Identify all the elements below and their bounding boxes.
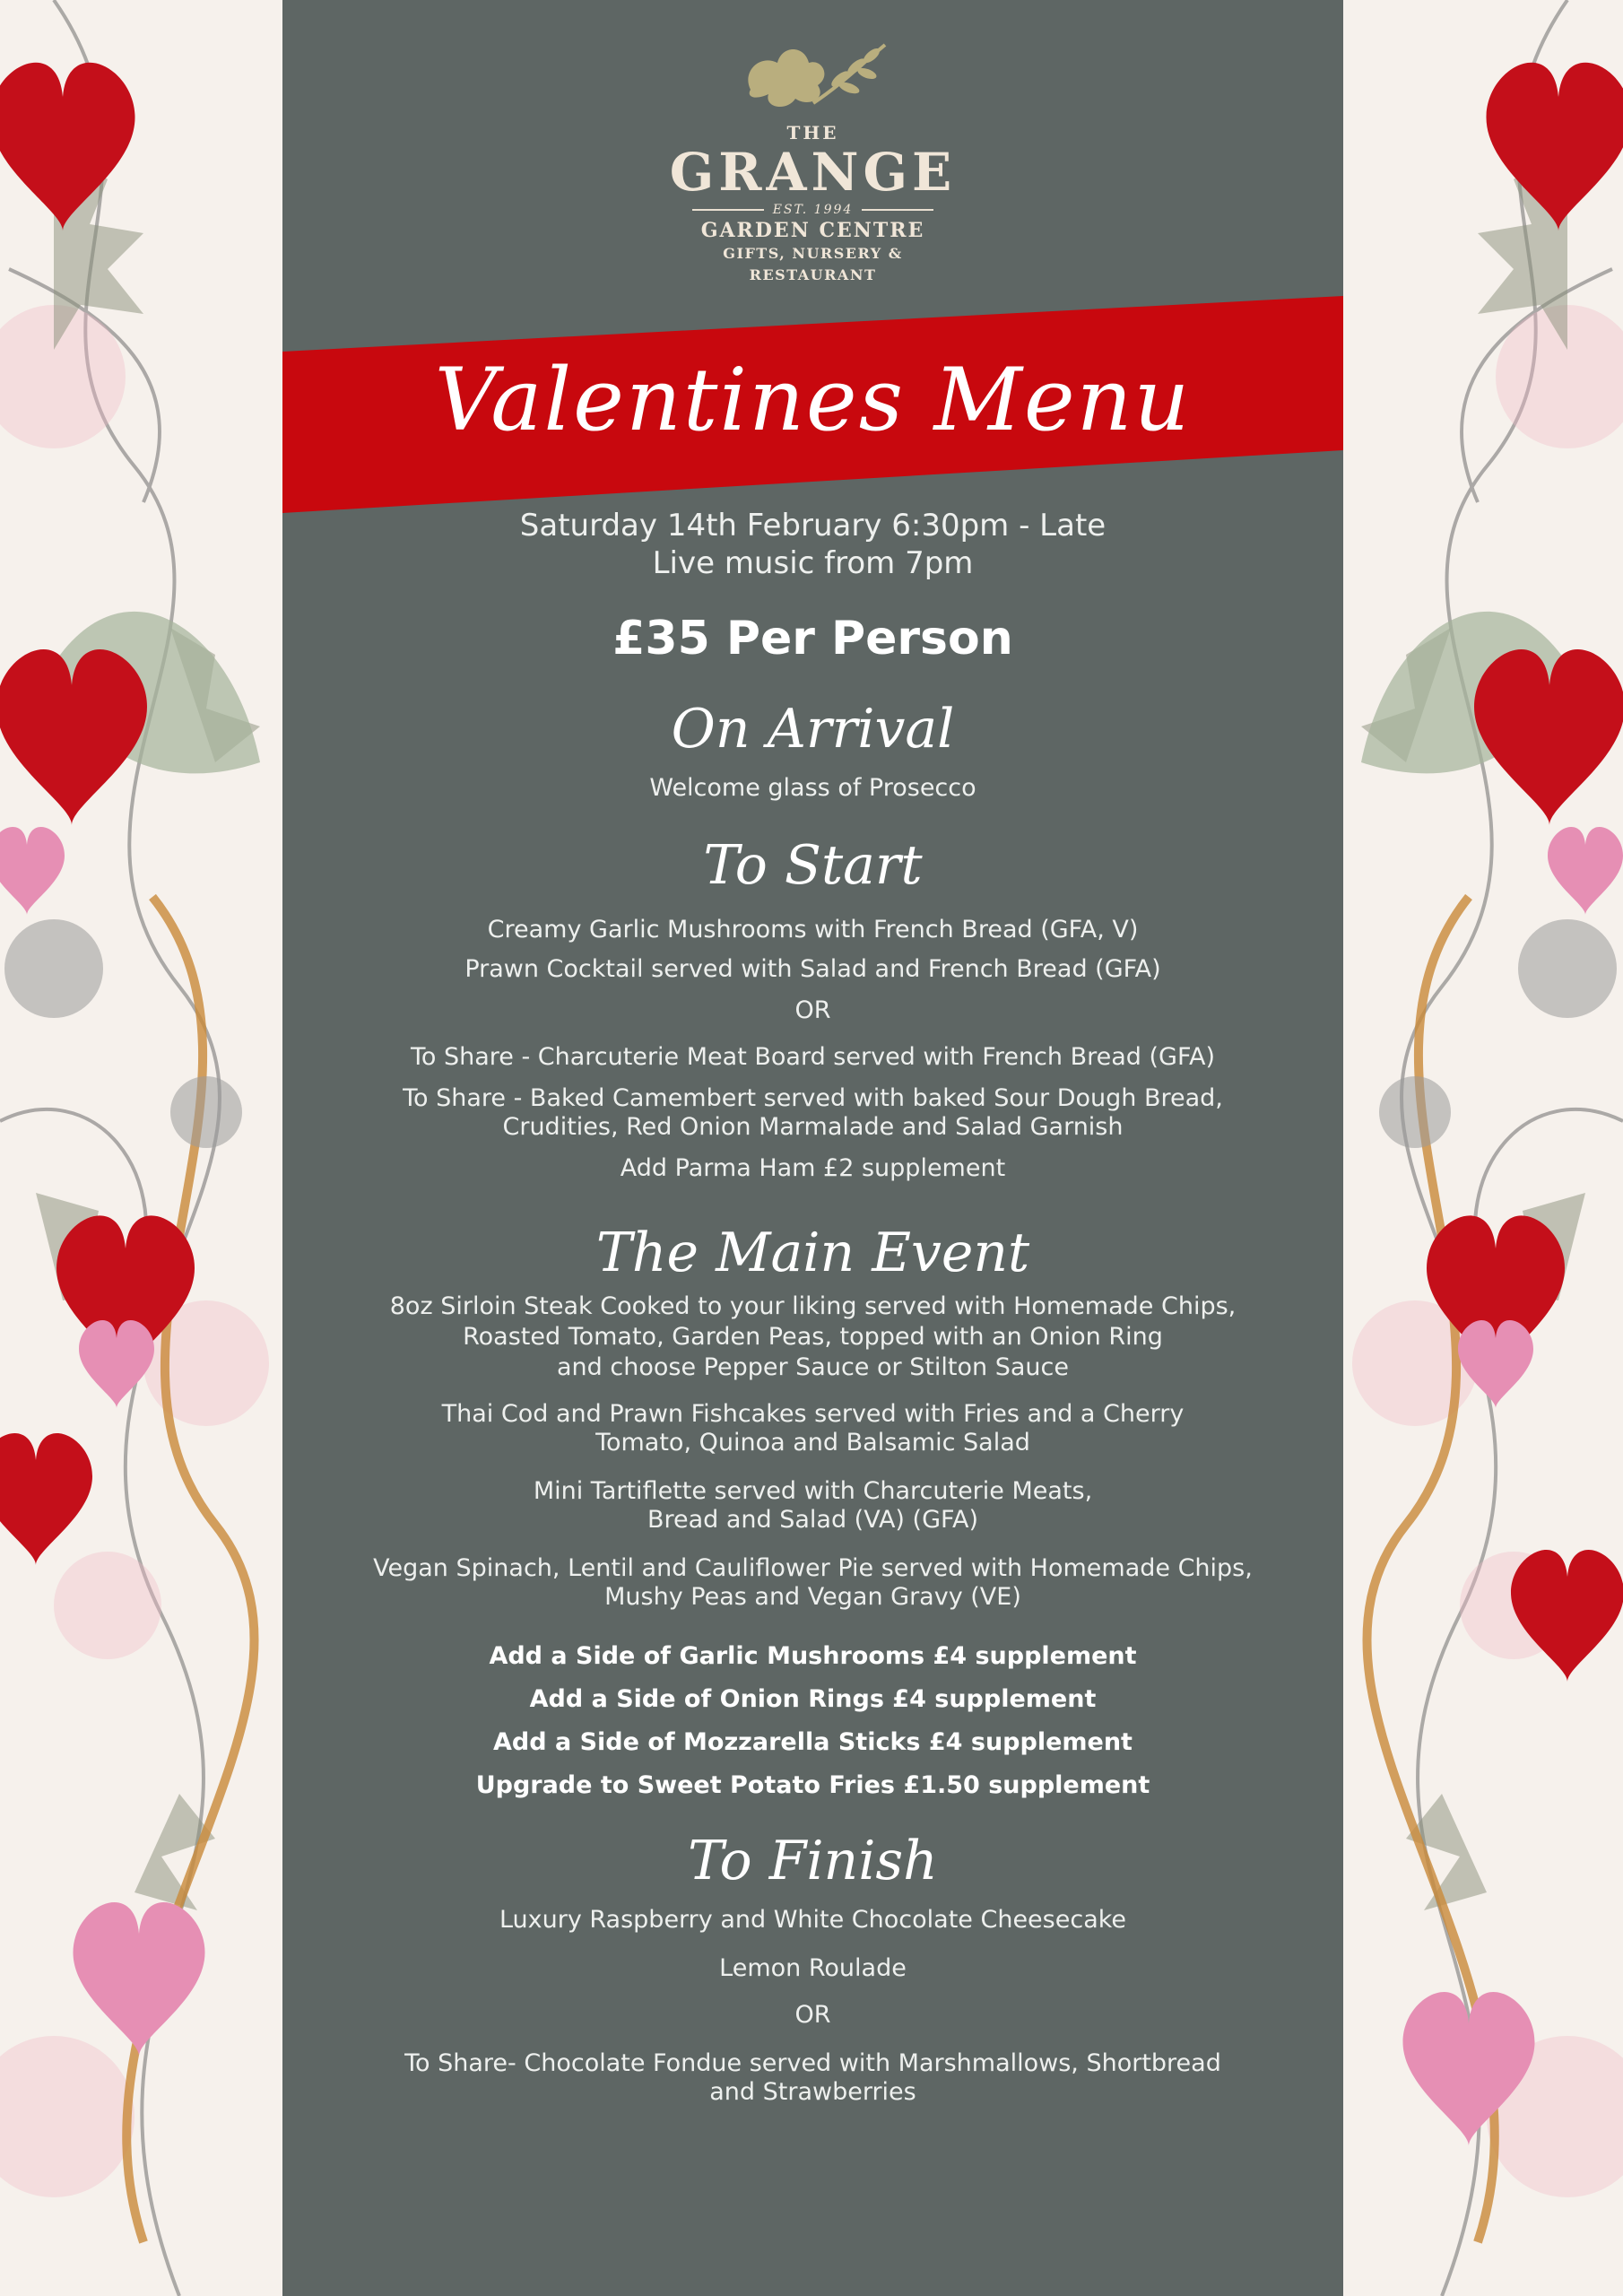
logo-tagline-1: GIFTS, NURSERY & [723, 245, 903, 262]
menu-item: Prawn Cocktail served with Salad and French Bread (GFA) [464, 955, 1161, 983]
event-price: £35 Per Person [612, 612, 1013, 665]
menu-item: To Share- Chocolate Fondue served with Marshmallows, Shortbread [404, 2049, 1221, 2077]
menu-item: Creamy Garlic Mushrooms with French Bread (GFA, V) [487, 916, 1139, 944]
heart-icon [1511, 1550, 1623, 1682]
heading-to-finish: To Finish [688, 1830, 938, 1892]
menu-item: 8oz Sirloin Steak Cooked to your liking served with Homemade Chips, [389, 1292, 1237, 1320]
menu-item-or: OR [794, 996, 831, 1024]
menu-item: Mini Tartiflette served with Charcuterie Meats, [533, 1477, 1093, 1505]
heart-icon [74, 1902, 205, 2056]
heart-icon [1548, 827, 1623, 915]
menu-item: Welcome glass of Prosecco [649, 774, 976, 802]
menu-item: Add Parma Ham £2 supplement [620, 1154, 1006, 1182]
menu-item: and Strawberries [709, 2078, 916, 2106]
heart-icon [0, 827, 65, 915]
heading-main-event: The Main Event [595, 1222, 1030, 1284]
side-extra: Upgrade to Sweet Potato Fries £1.50 supplement [475, 1771, 1150, 1799]
menu-title: Valentines Menu [434, 350, 1192, 450]
logo-est: EST. 1994 [772, 203, 854, 217]
logo-the: THE [786, 122, 839, 144]
menu-item: Bread and Salad (VA) (GFA) [647, 1506, 979, 1534]
heart-icon [0, 63, 135, 231]
menu-item: Luxury Raspberry and White Chocolate Cheesecake [499, 1906, 1127, 1934]
menu-item: and choose Pepper Sauce or Stilton Sauce [557, 1353, 1069, 1381]
menu-item: Tomato, Quinoa and Balsamic Salad [595, 1429, 1030, 1457]
logo-tagline-2: RESTAURANT [749, 266, 877, 283]
heading-to-start: To Start [703, 834, 923, 897]
side-extra: Add a Side of Mozzarella Sticks £4 supplement [493, 1728, 1133, 1756]
menu-item: Lemon Roulade [719, 1954, 907, 1982]
menu-item: Vegan Spinach, Lentil and Cauliflower Pie served with Homemade Chips, [373, 1554, 1253, 1582]
heart-icon [0, 1433, 92, 1565]
side-extra: Add a Side of Garlic Mushrooms £4 supplement [489, 1642, 1137, 1670]
heart-icon [0, 649, 147, 825]
menu-item: Crudities, Red Onion Marmalade and Salad Garnish [502, 1113, 1124, 1141]
menu-item: Mushy Peas and Vegan Gravy (VE) [604, 1583, 1021, 1611]
floral-pattern-left [0, 0, 282, 2296]
oak-leaf-icon [733, 36, 894, 117]
menu-item-or: OR [794, 2001, 831, 2029]
divider [862, 209, 933, 211]
left-floral-border [0, 0, 282, 2296]
divider [692, 209, 764, 211]
logo-subtitle: GARDEN CENTRE [700, 219, 925, 242]
heart-icon [1487, 63, 1623, 231]
heading-on-arrival: On Arrival [671, 698, 955, 761]
event-date: Saturday 14th February 6:30pm - Late [519, 508, 1107, 544]
floral-pattern-right [1343, 0, 1623, 2296]
menu-item: Thai Cod and Prawn Fishcakes served with Fries and a Cherry [441, 1400, 1185, 1428]
side-extra: Add a Side of Onion Rings £4 supplement [529, 1685, 1097, 1713]
event-music: Live music from 7pm [652, 545, 974, 581]
grange-logo [282, 36, 1343, 285]
logo-name: GRANGE [669, 142, 957, 203]
logo-est-row [282, 203, 1343, 217]
menu-item: To Share - Charcuterie Meat Board served with French Bread (GFA) [410, 1043, 1216, 1071]
menu-item: Roasted Tomato, Garden Peas, topped with an Onion Ring [463, 1323, 1163, 1351]
menu-panel [282, 0, 1343, 2296]
right-floral-border [1343, 0, 1623, 2296]
menu-item: To Share - Baked Camembert served with baked Sour Dough Bread, [403, 1084, 1223, 1112]
